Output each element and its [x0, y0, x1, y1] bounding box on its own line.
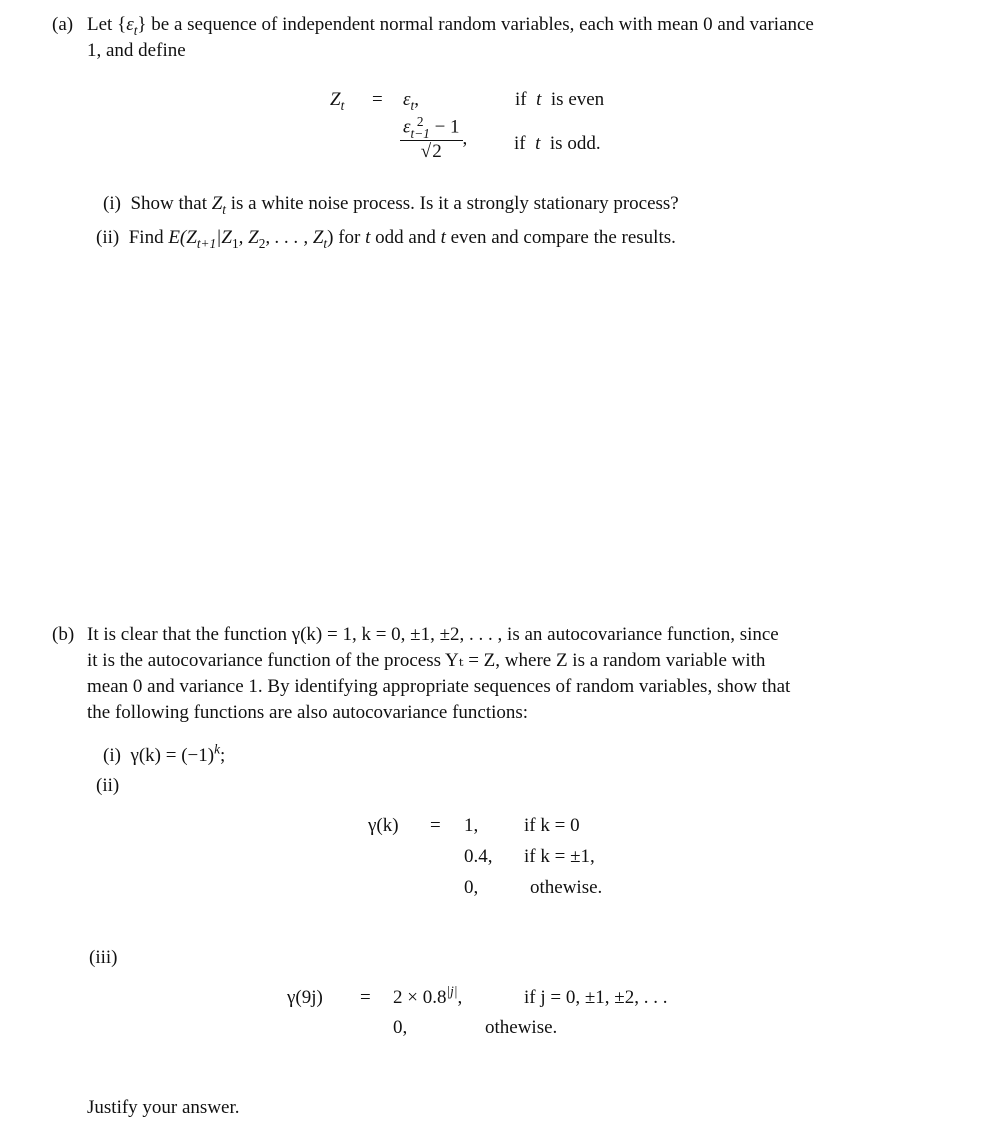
part-b-iii-eq: =: [360, 987, 371, 1008]
part-a-label: (a): [52, 14, 74, 35]
part-b-line3: mean 0 and variance 1. By identifying appropriate sequences of random variables, show that: [87, 676, 791, 697]
part-b-line4: the following functions are also autocovariance functions:: [87, 702, 529, 723]
part-b-iii-c1: if j = 0, ±1, ±2, . . .: [524, 987, 668, 1008]
part-b-ii-label: (ii): [96, 775, 120, 796]
part-b-ii-v2: 0.4,: [464, 846, 493, 867]
part-a-q2: (ii) Find $E(Z_{t+1}|Z_1$, $Z_2$, . . . , $Z_t$) for t odd and t even and compare the results.: [96, 227, 676, 251]
part-b-iii-v1: $2 \times 0.8^{|j|}$,: [393, 983, 463, 1008]
part-b-ii-c1: if k = 0: [524, 815, 580, 836]
part-b-iii-lhs: γ(9j): [287, 987, 323, 1008]
part-b-label: (b): [52, 624, 75, 645]
part-b-iii-c2: othewise.: [485, 1017, 558, 1038]
part-b-ii-c3: othewise.: [530, 877, 603, 898]
part-b-iii-label: (iii): [89, 947, 118, 968]
part-b-ii-v3: 0,: [464, 877, 479, 898]
part-a-intro-line2: 1, and define: [87, 40, 186, 61]
part-b-ii-v1: 1,: [464, 815, 479, 836]
def-equals: =: [372, 89, 383, 110]
def-case2-cond: if t is odd.: [514, 133, 601, 154]
part-a-intro-line1: Let $\{\varepsilon_t\}$ be a sequence of independent normal random variables, each with mean 0 and variance: [87, 14, 814, 38]
part-b-i: (i) $\gamma(k) = (-1)^k$;: [103, 741, 226, 766]
def-case2-fraction: ε 2 t−1 − 1 √2 ,: [400, 116, 467, 164]
part-b-iii-v2: 0,: [393, 1017, 408, 1038]
part-b-line1: It is clear that the function γ(k) = 1, k = 0, ±1, ±2, . . . , is an autocovariance function, since: [87, 624, 779, 645]
def-case1-expr: $\varepsilon_t$,: [403, 89, 419, 113]
part-b-ii-eq: =: [430, 815, 441, 836]
def-case1-cond: if t is even: [515, 89, 605, 110]
part-b-ii-lhs: γ(k): [368, 815, 399, 836]
justify-note: Justify your answer.: [87, 1097, 240, 1118]
part-a-q1: (i) Show that $Z_t$ is a white noise process. Is it a strongly stationary process?: [103, 193, 679, 217]
part-b-ii-c2: if k = ±1,: [524, 846, 595, 867]
part-b-line2: it is the autocovariance function of the process Yₜ = Z, where Z is a random variable with: [87, 650, 766, 671]
def-lhs: $Z_t$: [330, 89, 345, 113]
